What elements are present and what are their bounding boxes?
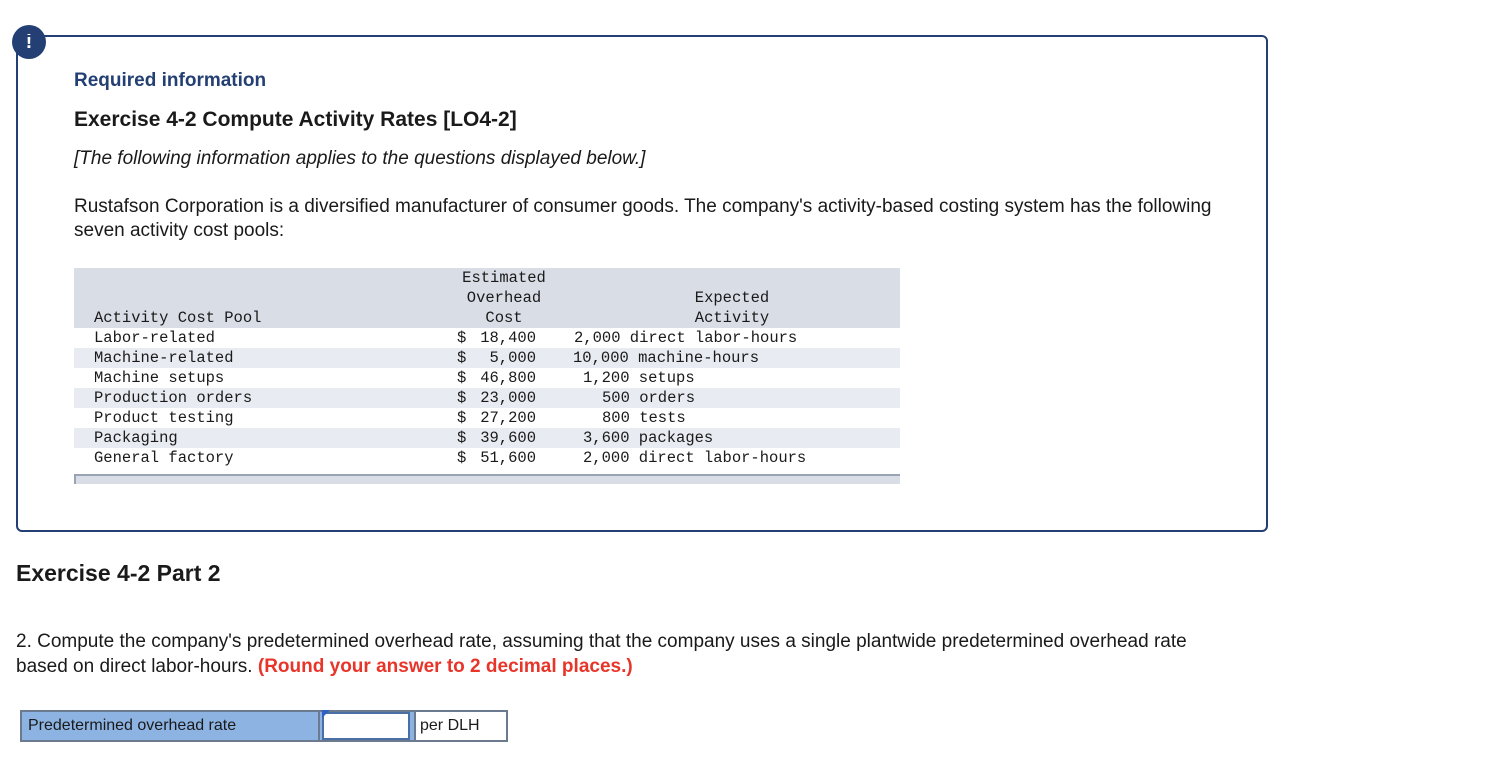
currency-cell: $ — [457, 449, 467, 467]
pool-cell: Labor-related — [94, 329, 215, 347]
pool-cell: Machine setups — [94, 369, 225, 387]
answer-label: Predetermined overhead rate — [20, 710, 320, 742]
activity-cell: 10,000 machine-hours — [573, 349, 760, 367]
pool-cell: General factory — [94, 449, 234, 467]
question-body: 2. Compute the company's predetermined overhead rate, assuming that the company uses a single plantwide predetermined overhead rate based on direct labor-hours. — [16, 631, 1187, 677]
table-row — [74, 408, 900, 428]
cost-cell: 23,000 — [480, 389, 536, 407]
header-pool: Activity Cost Pool — [94, 309, 262, 327]
currency-cell: $ — [457, 389, 467, 407]
answer-unit: per DLH — [414, 710, 508, 742]
header-cost-line3: Cost — [485, 309, 523, 327]
applies-note: [The following information applies to the questions displayed below.] — [74, 148, 646, 169]
activity-cell: 2,000 direct labor-hours — [574, 329, 798, 347]
question-text — [16, 629, 1216, 679]
header-cost-line1: Estimated — [462, 269, 546, 287]
answer-row — [20, 710, 508, 742]
pool-cell: Product testing — [94, 409, 234, 427]
table-row — [74, 448, 900, 468]
cost-cell: 18,400 — [480, 329, 536, 347]
required-info-heading: Required information — [74, 70, 267, 91]
cost-cell: 27,200 — [480, 409, 536, 427]
pool-cell: Packaging — [94, 429, 178, 447]
activity-cell: 800 tests — [602, 409, 686, 427]
table-row — [74, 328, 900, 348]
overhead-rate-input[interactable] — [322, 712, 410, 740]
intro-paragraph: Rustafson Corporation is a diversified manufacturer of consumer goods. The company's activity-based costing system has the following seven activity cost pools: — [74, 196, 1212, 241]
activity-cost-table — [74, 268, 900, 484]
alert-symbol: ! — [25, 30, 33, 53]
rounding-instruction: (Round your answer to 2 decimal places.) — [257, 656, 633, 677]
activity-cell: 3,600 packages — [583, 429, 714, 447]
activity-cell: 500 orders — [602, 389, 696, 407]
header-activity-line2: Activity — [694, 309, 770, 327]
currency-cell: $ — [457, 329, 467, 347]
currency-cell: $ — [457, 429, 467, 447]
header-cost-line2: Overhead — [466, 289, 542, 307]
exercise-title: Exercise 4-2 Compute Activity Rates [LO4-2] — [74, 108, 517, 131]
cost-cell: 5,000 — [489, 349, 536, 367]
activity-cell: 2,000 direct labor-hours — [583, 449, 807, 467]
cost-cell: 39,600 — [480, 429, 536, 447]
table-row — [74, 348, 900, 368]
table-row — [74, 368, 900, 388]
pool-cell: Production orders — [94, 389, 253, 407]
currency-cell: $ — [457, 349, 467, 367]
cost-cell: 51,600 — [480, 449, 536, 467]
currency-cell: $ — [457, 409, 467, 427]
cost-cell: 46,800 — [480, 369, 536, 387]
pool-cell: Machine-related — [94, 349, 234, 367]
activity-cell: 1,200 setups — [583, 369, 695, 387]
table-row — [74, 388, 900, 408]
input-corner-marker-icon — [322, 710, 330, 718]
table-row — [74, 428, 900, 448]
table-footer — [74, 474, 900, 484]
answer-input-cell — [320, 710, 414, 742]
table-header — [74, 268, 900, 328]
part-title: Exercise 4-2 Part 2 — [16, 560, 221, 586]
header-activity-line1: Expected — [694, 289, 770, 307]
currency-cell: $ — [457, 369, 467, 387]
